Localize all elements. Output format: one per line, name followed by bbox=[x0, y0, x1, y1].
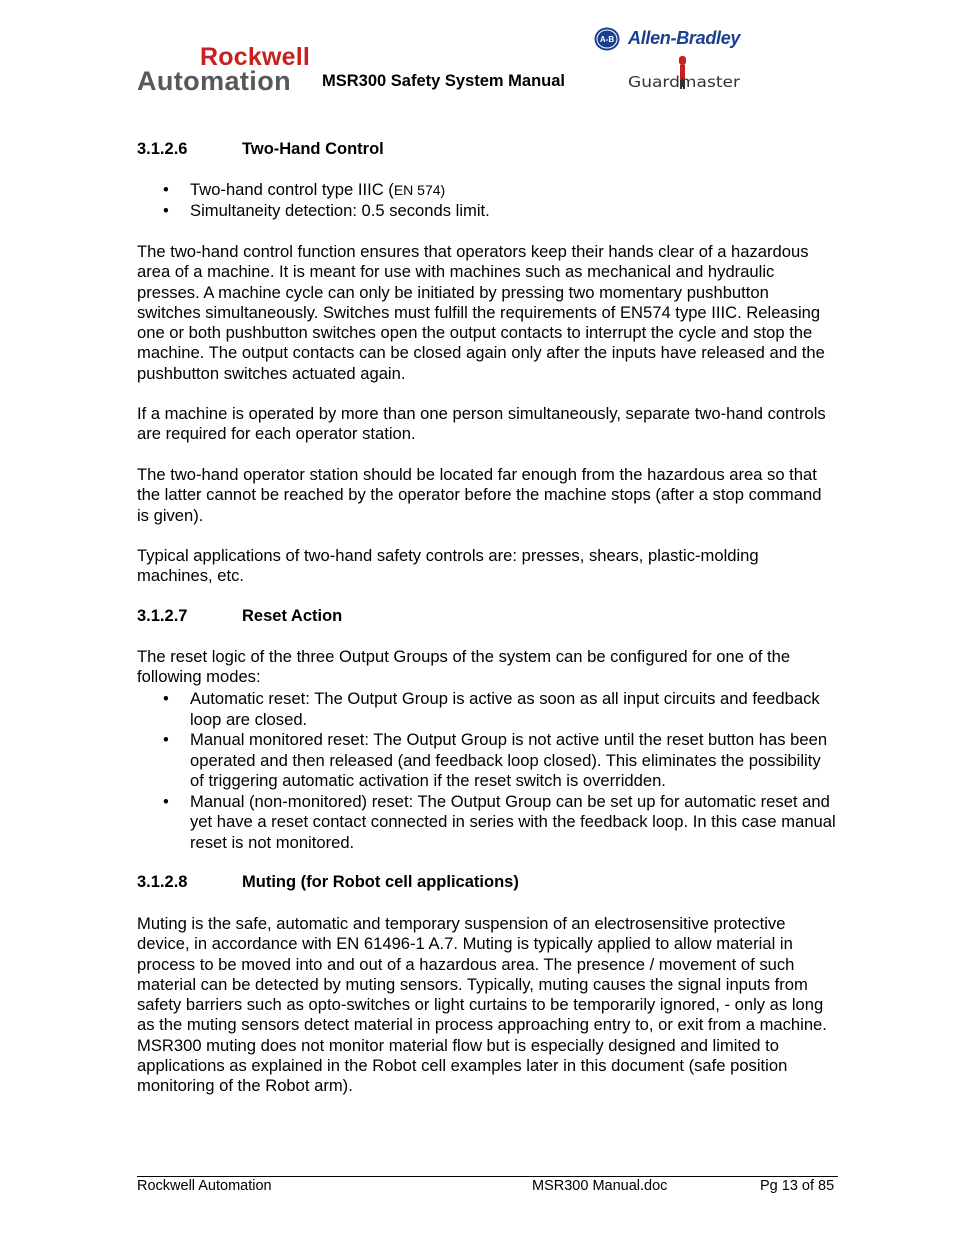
bullet-list-reset-modes bbox=[137, 689, 837, 853]
footer-company: Rockwell Automation bbox=[137, 1178, 272, 1194]
paragraph: Typical applications of two-hand safety controls are: presses, shears, plastic-molding machines, etc. bbox=[137, 546, 759, 586]
paragraph: The reset logic of the three Output Groups of the system can be configured for one of the following modes: bbox=[137, 647, 791, 687]
section-title: Two-Hand Control bbox=[242, 140, 384, 158]
section-number: 3.1.2.7 bbox=[137, 607, 188, 625]
section-title: Muting (for Robot cell applications) bbox=[242, 873, 519, 891]
list-item: • Manual monitored reset: The Output Group is not active until the reset button has been operated and then released (and feedback loop closed). This eliminates the possibility of triggering automatic activation if the reset switch is overridden. bbox=[137, 730, 837, 792]
list-item bbox=[137, 201, 837, 222]
section-heading-muting bbox=[137, 873, 519, 892]
rockwell-automation-logo bbox=[137, 43, 312, 96]
section-heading-reset-action bbox=[137, 607, 342, 626]
logo-line-rockwell: Rockwell bbox=[200, 43, 310, 71]
paragraph: If a machine is operated by more than one person simultaneously, separate two-hand controls are required for each operator station. bbox=[137, 404, 826, 444]
footer-filename: MSR300 Manual.doc bbox=[532, 1178, 668, 1194]
paragraph: The two-hand control function ensures that operators keep their hands clear of a hazardous area of a machine. It is meant for use with machines such as mechanical and hydraulic presses. A machine cycle can only be initiated by pressing two momentary pushbutton switches simultaneously. Switches must fulfill the requirements of EN574 type IIIC. Releasing one or both pushbutton switches open the output contacts to interrupt the cycle and stop the machine. The output contacts can be closed again only after the inputs have released and the pushbutton switches actuated again. bbox=[137, 242, 825, 383]
document-title: MSR300 Safety System Manual bbox=[322, 72, 566, 90]
list-item: • Automatic reset: The Output Group is active as soon as all input circuits and feedback loop are closed. bbox=[137, 689, 837, 730]
footer-divider bbox=[137, 1176, 838, 1177]
paragraph: Muting is the safe, automatic and temporary suspension of an electrosensitive protective device, in accordance with EN 61496-1 A.7. Muting is typically applied to allow material in process to be moved into and out of a hazardous area. The presence / movement of such material can be detected by muting sensors. Typically, muting causes the signal inputs from safety barriers such as opto-switches or light curtains to be temporarily ignored, - only as long as the muting sensors detect material in process approaching entry to, or exit from a machine. MSR300 muting does not monitor material flow but is especially designed and limited to applications as explained in the Robot cell examples later in this document (safe position monitoring of the Robot arm). bbox=[137, 914, 827, 1096]
allen-bradley-wordmark: Allen-Bradley bbox=[628, 28, 741, 48]
footer-page-number: Pg 13 of 85 bbox=[760, 1178, 835, 1194]
allen-bradley-badge-icon bbox=[594, 27, 620, 51]
section-heading-two-hand-control bbox=[137, 140, 384, 159]
section-title: Reset Action bbox=[242, 607, 343, 625]
guardmaster-logo bbox=[628, 55, 743, 93]
list-item-text: Simultaneity detection: 0.5 seconds limit. bbox=[190, 200, 490, 220]
logo-line-automation: Automation bbox=[137, 66, 291, 96]
bullet-list-two-hand bbox=[137, 180, 837, 221]
paragraph: The two-hand operator station should be located far enough from the hazardous area so that the latter cannot be reached by the operator before the machine stops (after a stop command is given). bbox=[137, 465, 822, 525]
list-item: • Manual (non-monitored) reset: The Output Group can be set up for automatic reset and yet have a reset contact connected in series with the feedback loop. In this case manual reset is not monitored. bbox=[137, 792, 837, 854]
guardmaster-wordmark: Guardmaster bbox=[628, 73, 741, 91]
ab-badge-text: A-B bbox=[599, 35, 615, 44]
section-number: 3.1.2.6 bbox=[137, 140, 188, 158]
section-number: 3.1.2.8 bbox=[137, 873, 188, 891]
list-item-text: Two-hand control type IIIC ( bbox=[190, 180, 394, 199]
list-item bbox=[137, 180, 837, 201]
list-item-standard: EN 574) bbox=[393, 182, 446, 198]
